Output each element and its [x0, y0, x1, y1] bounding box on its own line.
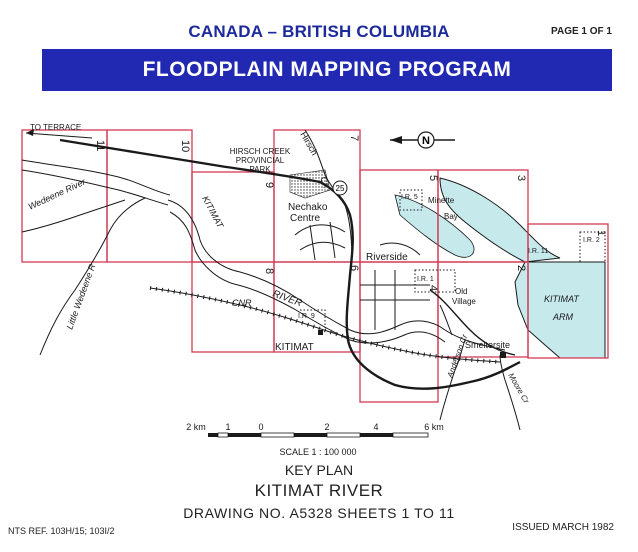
- moore-cr-label: Moore Cr: [506, 371, 531, 405]
- issue-date: ISSUED MARCH 1982: [512, 522, 614, 533]
- sheet-4-box: [360, 262, 438, 402]
- sheet-number-1: 1: [595, 230, 607, 237]
- minette-label-2: Bay: [444, 212, 458, 221]
- rivers: [22, 130, 520, 430]
- scale-tick-4: 4: [373, 422, 379, 432]
- cnr-label: CNR: [232, 298, 252, 308]
- kitimat-town-marker: [318, 330, 323, 335]
- kitimat-river-label: KITIMAT: [200, 194, 226, 230]
- kitimat-arm-label-2: ARM: [553, 312, 573, 322]
- sheet-number-7: 7: [348, 135, 360, 142]
- north-letter: N: [422, 135, 430, 147]
- scale-label: SCALE 1 : 100 000: [279, 447, 357, 457]
- banner-title: FLOODPLAIN MAPPING PROGRAM: [142, 58, 512, 81]
- sheet-number-11: 11: [94, 140, 106, 152]
- hirsch-cr-label: Cr.: [318, 175, 332, 190]
- old-village-label-1: Old: [455, 287, 468, 296]
- to-terrace-label: TO TERRACE: [30, 123, 82, 132]
- old-village-label-2: Village: [452, 297, 476, 306]
- town-roads: [295, 222, 430, 330]
- ir2-label: I.R. 2: [583, 237, 600, 244]
- nechako-label-1: Nechako: [288, 202, 328, 213]
- minette-label-1: Minette: [428, 196, 455, 205]
- sheet-number-8: 8: [263, 268, 275, 275]
- drawing-number: DRAWING NO. A5328 SHEETS 1 TO 11: [183, 505, 455, 521]
- anderson-cr-label: Anderson Cr: [445, 333, 470, 379]
- scale-tick-0: 0: [258, 422, 264, 432]
- highway-number: 25: [335, 184, 345, 193]
- ir5-label: I.R. 5: [401, 194, 418, 201]
- little-wedeene-label: Little Wedeene R: [64, 262, 98, 331]
- sheet-number-6: 6: [348, 265, 360, 272]
- water-areas: [395, 178, 605, 358]
- sheet-number-3: 3: [515, 175, 527, 182]
- riverside-label: Riverside: [366, 252, 408, 263]
- hirsch-label: Hirsch: [298, 130, 320, 158]
- key-plan-title: KEY PLAN: [284, 462, 354, 478]
- nechako-label-2: Centre: [290, 213, 321, 224]
- scale-tick-1: 1: [225, 422, 231, 432]
- kitimat-arm-label-1: KITIMAT: [544, 294, 579, 304]
- wedeene-river-label: Wedeene River: [26, 176, 87, 212]
- park-label-3: PARK: [249, 165, 271, 174]
- park-label-2: PROVINCIAL: [235, 156, 285, 165]
- park-label-1: HIRSCH CREEK: [229, 147, 291, 156]
- sheet-number-10: 10: [179, 140, 191, 153]
- ir1-label: I.R. 1: [417, 276, 434, 283]
- river-label: RIVER: [270, 288, 304, 310]
- scale-bar: [208, 433, 428, 437]
- page-indicator: PAGE 1 OF 1: [551, 26, 612, 37]
- scale-tick-6km: 6 km: [424, 422, 444, 432]
- scale-tick-2km: 2 km: [186, 422, 206, 432]
- sheet-number-4: 4: [427, 285, 439, 292]
- smeltersite-marker: [500, 352, 506, 358]
- ir11-label: I.R. 11: [528, 248, 549, 255]
- river-title: KITIMAT RIVER: [254, 481, 384, 500]
- kitimat-town-label: KITIMAT: [275, 342, 314, 353]
- sheet-number-5: 5: [427, 175, 439, 182]
- ir9-label: I.R. 9: [298, 313, 315, 320]
- scale-tick-2: 2: [324, 422, 330, 432]
- header-title: CANADA – BRITISH COLUMBIA: [188, 22, 450, 41]
- nts-reference: NTS REF. 103H/15; 103I/2: [8, 526, 115, 536]
- sheet-number-2: 2: [515, 265, 527, 272]
- sheet-number-9: 9: [263, 182, 275, 189]
- smeltersite-label: Smeltersite: [465, 340, 511, 350]
